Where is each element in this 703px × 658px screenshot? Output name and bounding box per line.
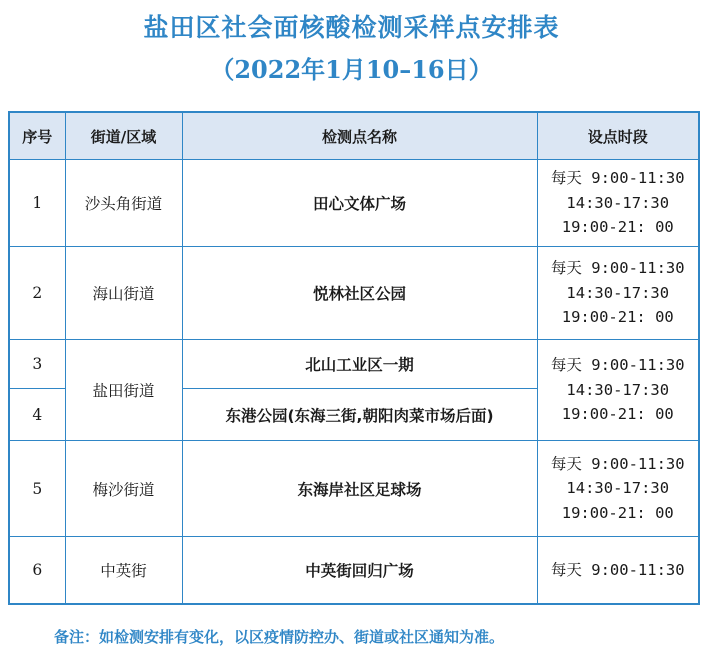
time-line: 14:30-17:30 (566, 380, 670, 399)
row-site: 中英街回归广场 (182, 537, 537, 604)
row-time (537, 441, 699, 537)
row-seq: 4 (9, 389, 65, 441)
time-line: 19:00-21: 00 (561, 405, 674, 424)
header-seq: 序号 (9, 112, 65, 160)
time-line: 每天 9:00-11:30 (550, 560, 685, 579)
row-seq: 1 (9, 160, 65, 247)
time-line: 19:00-21: 00 (561, 503, 674, 522)
page-subtitle: （2022年1月10–16日） (210, 55, 493, 84)
row-site: 东海岸社区足球场 (182, 441, 537, 537)
time-line: 每天 9:00-11:30 (550, 259, 685, 278)
page-title: 盐田区社会面核酸检测采样点安排表 (143, 13, 560, 42)
row-street: 梅沙街道 (65, 441, 182, 537)
table-row (9, 160, 699, 247)
row-time (537, 160, 699, 247)
row-site: 东港公园(东海三街,朝阳肉菜市场后面) (182, 389, 537, 441)
row-street: 中英街 (65, 537, 182, 604)
row-seq: 3 (9, 340, 65, 389)
row-seq: 5 (9, 441, 65, 537)
time-line: 14:30-17:30 (566, 479, 670, 498)
row-seq: 6 (9, 537, 65, 604)
row-time (537, 340, 699, 441)
header-street: 街道/区域 (65, 112, 182, 160)
table-header-row (9, 112, 699, 160)
row-site: 北山工业区一期 (182, 340, 537, 389)
time-line: 每天 9:00-11:30 (550, 356, 685, 375)
time-line: 14:30-17:30 (566, 193, 670, 212)
table-row (9, 340, 699, 389)
time-line: 每天 9:00-11:30 (550, 169, 685, 188)
row-site: 悦林社区公园 (182, 247, 537, 340)
row-time (537, 537, 699, 604)
time-line: 19:00-21: 00 (561, 308, 674, 327)
table-row (9, 247, 699, 340)
time-line: 每天 9:00-11:30 (550, 454, 685, 473)
footnote: 备注：如检测安排有变化，以区疫情防控办、街道或社区通知为准。 (54, 628, 505, 646)
header-site: 检测点名称 (182, 112, 537, 160)
table-row (9, 537, 699, 604)
time-line: 19:00-21: 00 (561, 218, 674, 237)
table-row (9, 441, 699, 537)
row-street: 盐田街道 (65, 340, 182, 441)
time-line: 14:30-17:30 (566, 283, 670, 302)
header-time: 设点时段 (537, 112, 699, 160)
row-time (537, 247, 699, 340)
row-site: 田心文体广场 (182, 160, 537, 247)
row-seq: 2 (9, 247, 65, 340)
schedule-table (8, 111, 700, 605)
row-street: 海山街道 (65, 247, 182, 340)
row-street: 沙头角街道 (65, 160, 182, 247)
